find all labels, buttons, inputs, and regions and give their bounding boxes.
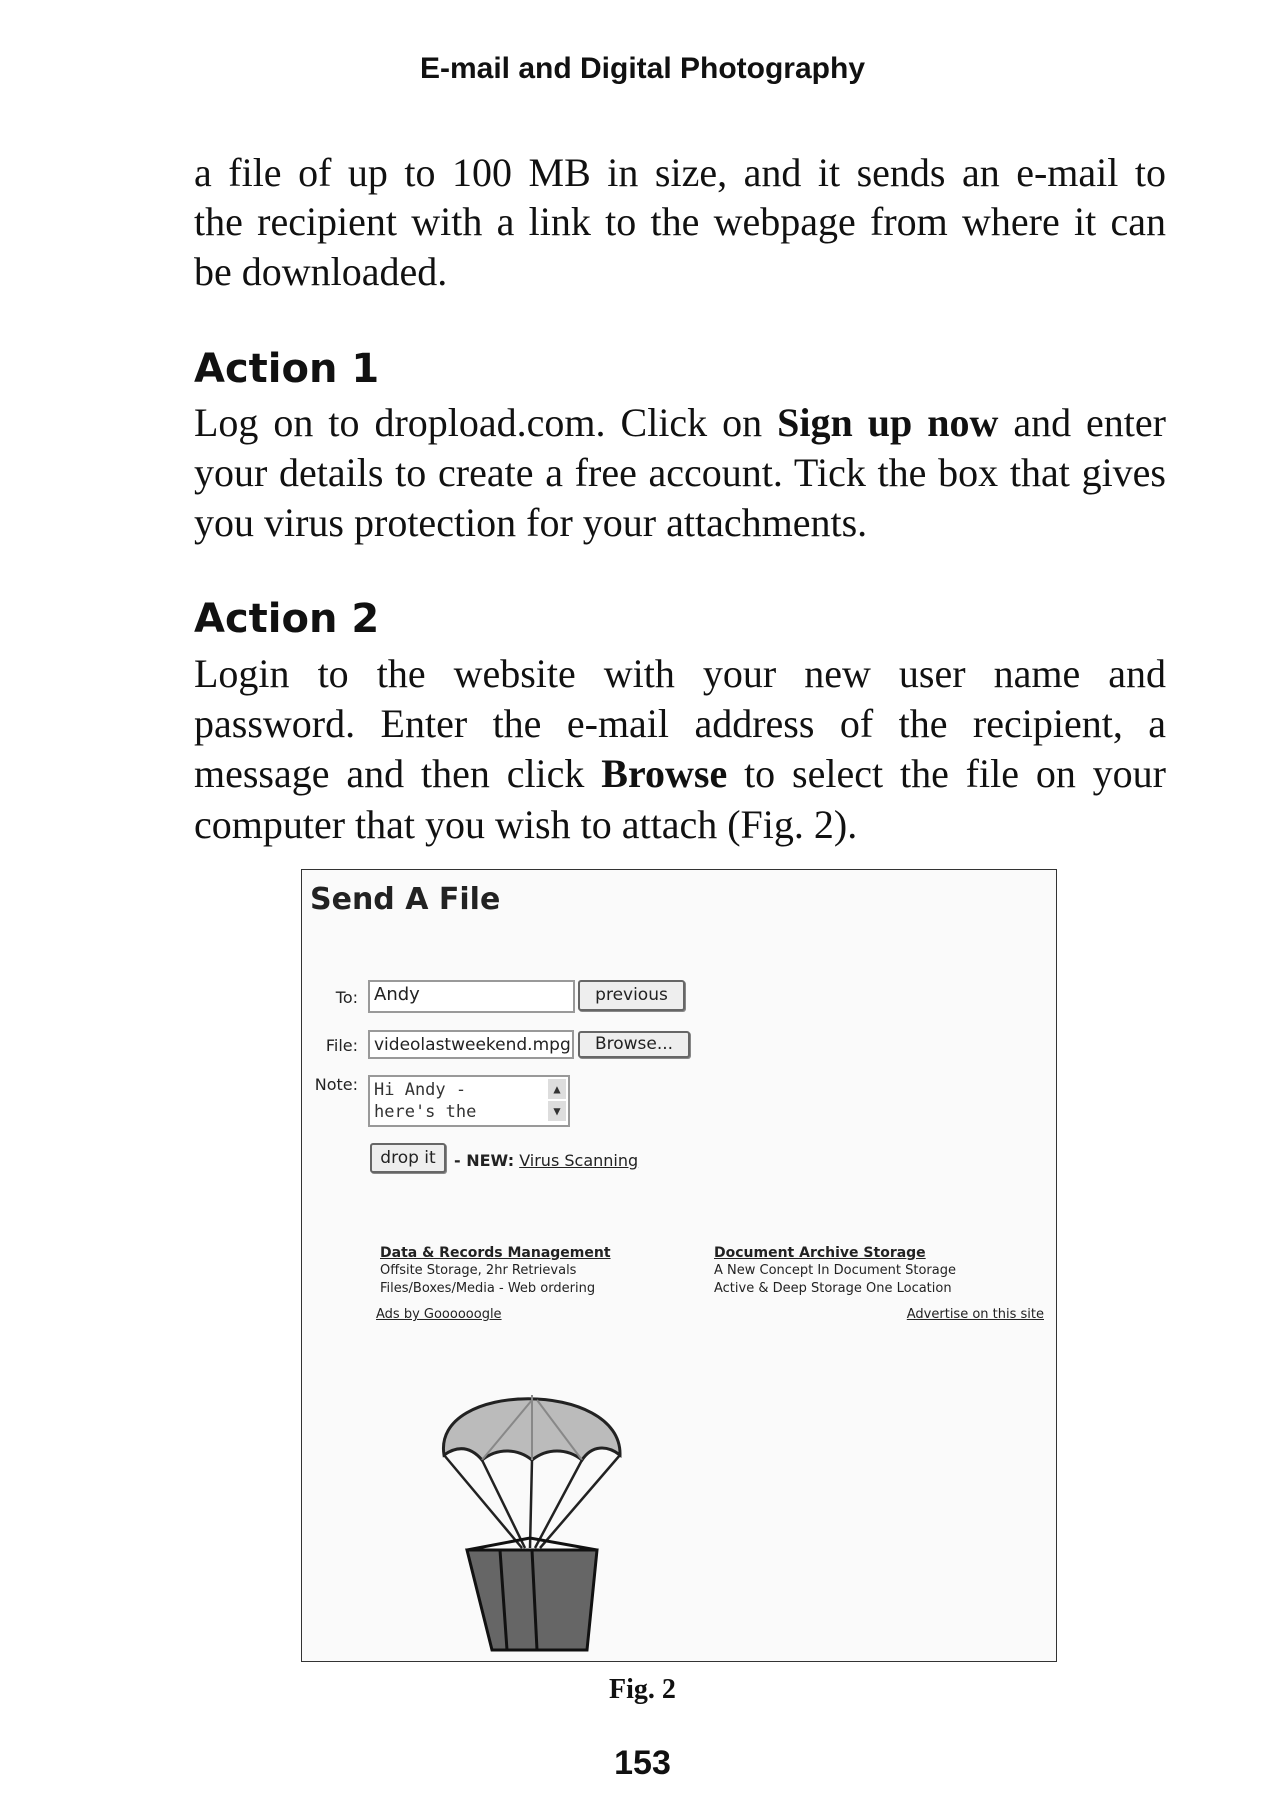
action-2-heading: Action 2 [194, 596, 380, 642]
body-line: a file of up to 100 MB in size, and it sends an e-mail to [194, 150, 1166, 195]
body-line: computer that you wish to attach (Fig. 2). [194, 802, 858, 847]
ad-document-archive[interactable] [714, 1244, 956, 1298]
scroll-down-icon[interactable]: ▼ [548, 1101, 566, 1121]
new-label: - NEW: [454, 1151, 515, 1170]
text: and enter [998, 400, 1166, 445]
note-label: Note: [314, 1075, 358, 1094]
ad-line: Offsite Storage, 2hr Retrievals [380, 1263, 577, 1278]
body-line [194, 398, 1166, 448]
send-file-title: Send A File [310, 882, 501, 917]
advertise-link[interactable]: Advertise on this site [906, 1307, 1044, 1322]
page-number: 153 [614, 1744, 671, 1782]
scroll-up-icon[interactable]: ▲ [548, 1079, 566, 1099]
text: to select the file on your [727, 751, 1167, 796]
note-textarea[interactable] [368, 1075, 570, 1127]
running-head: E-mail and Digital Photography [419, 52, 866, 85]
body-line [194, 749, 1166, 799]
ad-line: A New Concept In Document Storage [714, 1263, 956, 1278]
note-line: Hi Andy - [374, 1080, 467, 1100]
ad-line: Active & Deep Storage One Location [714, 1281, 952, 1296]
parachute-icon [422, 1360, 642, 1660]
file-label: File: [325, 1036, 358, 1055]
body-line: be downloaded. [194, 249, 448, 294]
figure-screenshot [301, 869, 1057, 1662]
body-line: your details to create a free account. Tick the box that gives [194, 450, 1166, 495]
browse-button[interactable]: Browse... [578, 1031, 690, 1058]
body-line: the recipient with a link to the webpage from where it can [194, 199, 1166, 244]
ad-title[interactable]: Document Archive Storage [714, 1245, 926, 1261]
figure-caption: Fig. 2 [609, 1674, 676, 1705]
to-label: To: [335, 988, 358, 1007]
ad-line: Files/Boxes/Media - Web ordering [380, 1281, 596, 1296]
action-1-heading: Action 1 [194, 346, 380, 392]
new-feature-text [454, 1151, 638, 1170]
file-input[interactable]: videolastweekend.mpg [368, 1030, 574, 1059]
body-line: you virus protection for your attachments. [194, 500, 868, 545]
text: Log on to dropload.com. Click on [194, 400, 778, 445]
to-input[interactable]: Andy [368, 980, 575, 1013]
ad-data-records[interactable] [380, 1244, 611, 1298]
drop-it-button[interactable]: drop it [370, 1143, 446, 1173]
bold-text: Sign up now [777, 400, 999, 445]
note-line: here's the [374, 1102, 477, 1122]
body-line: password. Enter the e-mail address of the recipient, a [194, 701, 1166, 746]
body-line: Login to the website with your new user name and [194, 651, 1166, 696]
virus-scanning-link[interactable]: Virus Scanning [519, 1151, 639, 1170]
bold-text: Browse [601, 751, 728, 796]
previous-button[interactable]: previous [578, 980, 685, 1011]
text: message and then click [194, 751, 602, 796]
ads-by-google-link[interactable]: Ads by Goooooogle [376, 1307, 502, 1322]
ad-title[interactable]: Data & Records Management [380, 1245, 611, 1261]
